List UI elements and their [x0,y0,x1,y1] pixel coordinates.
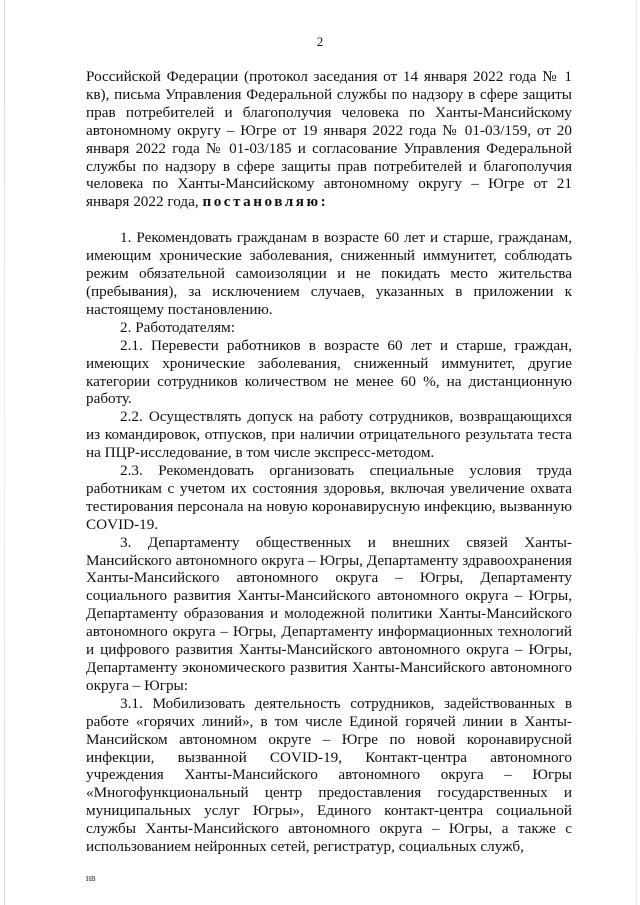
item-1: 1. Рекомендовать гражданам в возрасте 60 лет и старше, гражданам, имеющим хронические заболевания, сниженный иммунитет, соблюдать режим обязательной самоизоляции и не покидать место жительства (пребывания), за исключением случаев, указанных в приложении к настоящему постановлению. [86,229,572,318]
document-body [86,68,572,856]
item-2-1: 2.1. Перевести работников в возрасте 60 лет и старше, граждан, имеющих хронические заболевания, сниженный иммунитет, другие категории сотрудников количеством не менее 60 %, на дистанционную работу. [86,336,572,408]
item-2-2: 2.2. Осуществлять допуск на работу сотрудников, возвращающихся из командировок, отпусков, при наличии отрицательного результата теста на ПЦР-исследование, в том числе экспресс-методом. [86,408,572,462]
decree-word: постановляю: [202,193,329,211]
item-2: 2. Работодателям: [120,318,235,336]
item-3-1: 3.1. Мобилизовать деятельность сотрудников, задействованных в работе «горячих линий», в том числе Единой горячей линии в Ханты-Мансийском автономном округе – Югре по новой коронавирусной инфекции, вызванной COVID-19, Контакт-центра автономного учреждения Ханты-Мансийского автономного округа – Югры «Многофункциональный центр предоставления государственных и муниципальных услуг Югры», Единого контакт-центра социальной службы Ханты-Мансийского автономного округа – Югры, а также с использованием нейронных сетей, регистратур, социальных служб, [86,694,572,856]
scan-edge-right [636,0,637,905]
intro-text: Российской Федерации (протокол заседания от 14 января 2022 года № 1 кв), письма Управления Федеральной службы по надзору в сфере защиты прав потребителей и благополучия человека по Ханты-Мансийскому автономному округу – Югре от 19 января 2022 года № 01-03/159, от 20 января 2022 года № 01-03/185 и согласование Управления Федеральной службы по надзору в сфере защиты прав потребителей и благополучия человека по Ханты-Мансийскому автономному округу – Югре от 21 января 2022 года, [86,68,572,211]
scan-edge-left [4,0,5,905]
intro-paragraph [86,68,572,211]
item-2-3: 2.3. Рекомендовать организовать специальные условия труда работникам с учетом их состояния здоровья, включая увеличение охвата тестирования персонала на новую коронавирусную инфекцию, вызванную COVID-19. [86,462,572,533]
page-number: 2 [316,34,324,49]
footer-mark: НВ [86,875,96,883]
item-3: 3. Департаменту общественных и внешних связей Ханты-Мансийского автономного округа – Югры, Департаменту здравоохранения Ханты-Мансийского автономного округа – Югры, Департаменту социального развития Ханты-Мансийского автономного округа – Югры, Департаменту образования и молодежной политики Ханты-Мансийского автономного округа – Югры, Департаменту информационных технологий и цифрового развития Ханты-Мансийского автономного округа – Югры, Департаменту экономического развития Ханты-Мансийского автономного округа – Югры: [86,533,572,694]
